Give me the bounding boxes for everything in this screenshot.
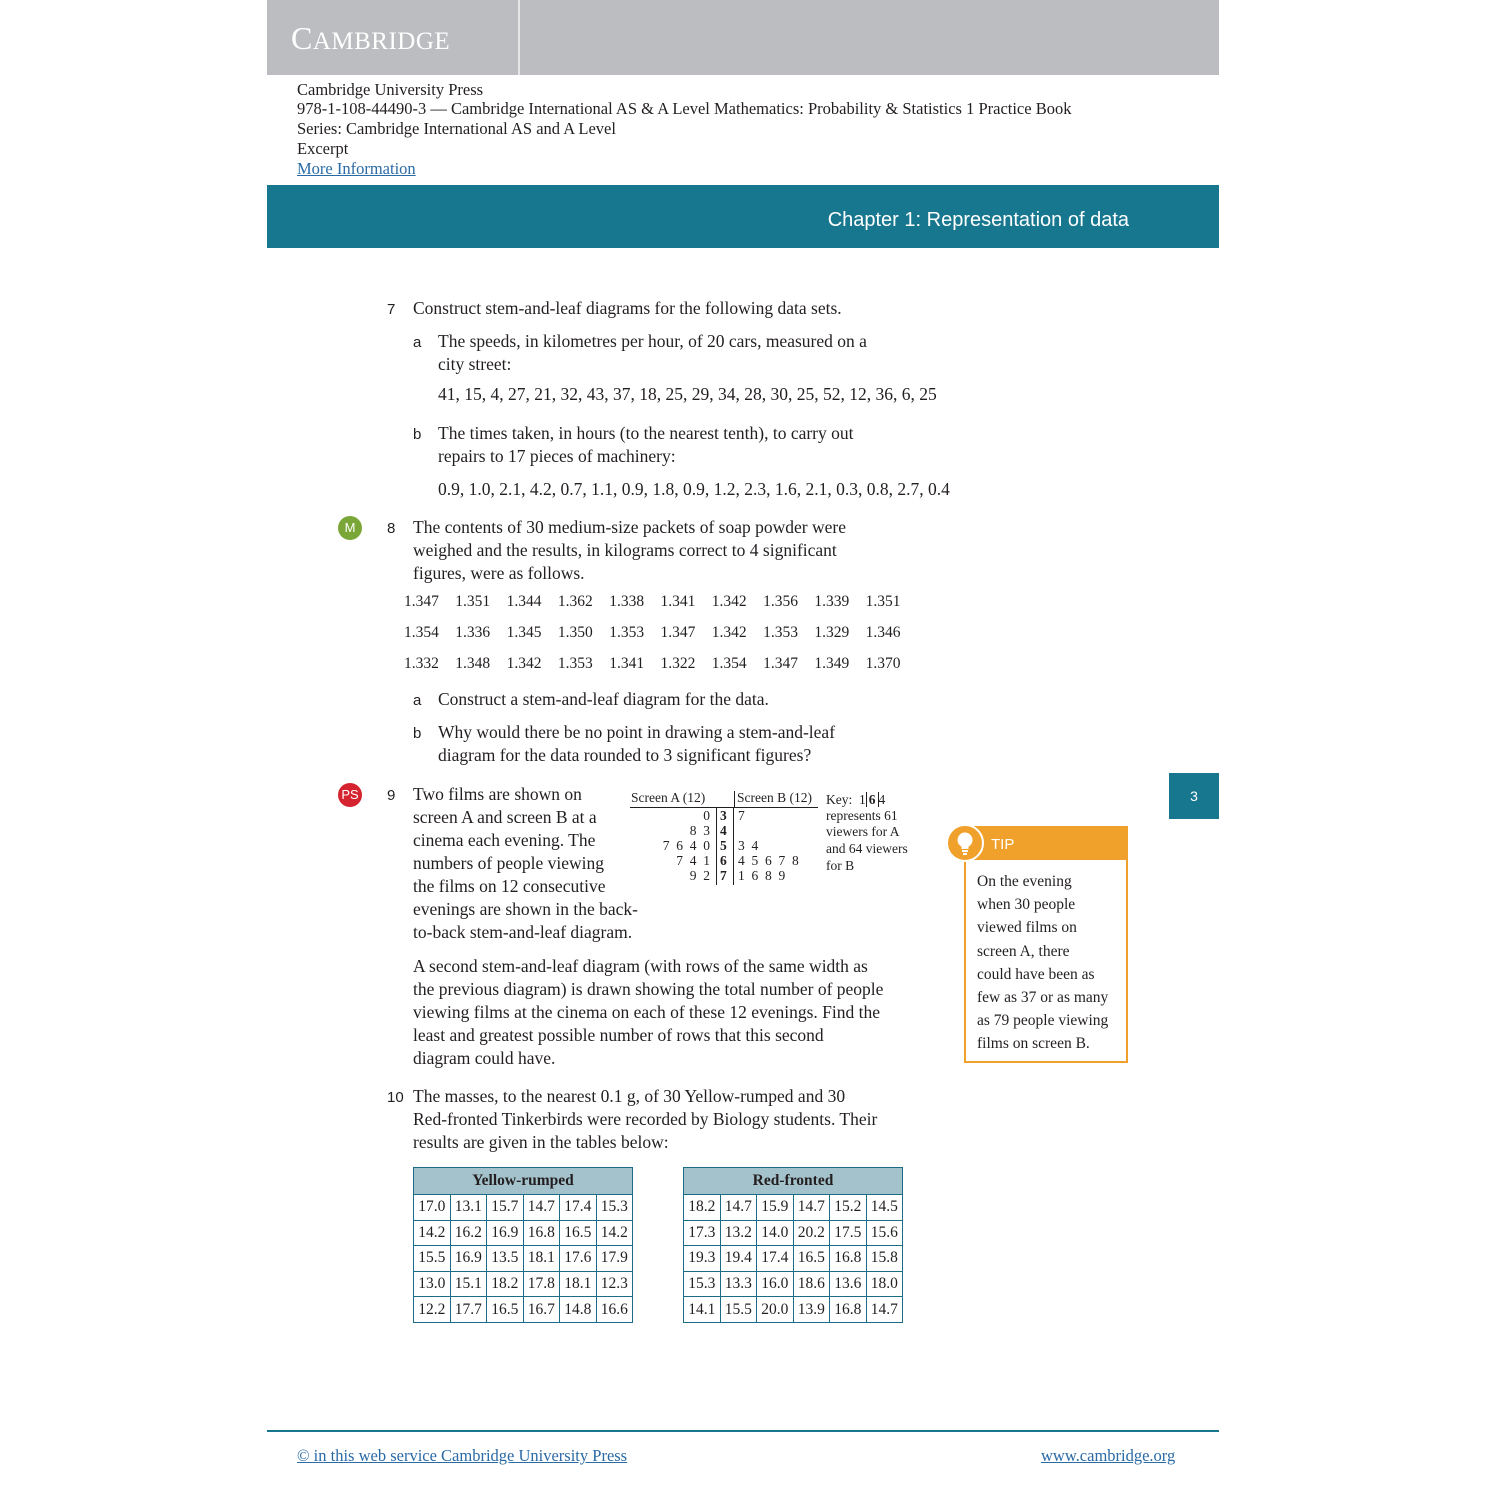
leaf-a: 7 6 4 0 bbox=[662, 838, 710, 853]
tip-box bbox=[964, 826, 1128, 1063]
table-row: 17.0 13.1 15.7 14.7 17.4 15.3 bbox=[414, 1195, 633, 1221]
stem: 6 bbox=[720, 853, 727, 868]
logo-cell bbox=[267, 0, 520, 75]
stem-line-right bbox=[733, 807, 734, 885]
q8-data-row: 1.347 1.351 1.344 1.362 1.338 1.341 1.342 1.356 1.339 1.351 bbox=[404, 593, 901, 610]
screen-b-header: Screen B (12) bbox=[737, 790, 812, 805]
q7b-line2: repairs to 17 pieces of machinery: bbox=[438, 446, 676, 466]
website-link[interactable]: www.cambridge.org bbox=[1041, 1446, 1176, 1465]
q9-line: numbers of people viewing bbox=[413, 853, 604, 873]
leaf-b: 1 6 8 9 bbox=[738, 868, 786, 883]
more-information-link[interactable]: More Information bbox=[297, 159, 416, 178]
modelling-badge: M bbox=[338, 516, 362, 540]
q7b-data: 0.9, 1.0, 2.1, 4.2, 0.7, 1.1, 0.9, 1.8, 0.9, 1.2, 2.3, 1.6, 2.1, 0.3, 0.8, 2.7, 0.4 bbox=[438, 479, 950, 499]
q7a-line2: city street: bbox=[438, 354, 512, 374]
q7a-label: a bbox=[413, 334, 422, 351]
q9-para-line: viewing films at the cinema on each of these 12 evenings. Find the bbox=[413, 1002, 881, 1022]
stem-line-left bbox=[716, 807, 717, 885]
q9-para-line: A second stem-and-leaf diagram (with rows of the same width as bbox=[413, 956, 868, 976]
yellow-rumped-table bbox=[413, 1167, 633, 1323]
q9-para-line: diagram could have. bbox=[413, 1048, 556, 1068]
stem: 7 bbox=[720, 868, 727, 883]
q9-number: 9 bbox=[387, 787, 396, 804]
table-row: 15.3 13.3 16.0 18.6 13.6 18.0 bbox=[684, 1271, 903, 1297]
q7b-line1: The times taken, in hours (to the nearest tenth), to carry out bbox=[438, 423, 854, 443]
isbn-title: 978-1-108-44490-3 — Cambridge International AS & A Level Mathematics: Probability & Statistics 1 Practice Book bbox=[297, 99, 1072, 118]
stem: 4 bbox=[720, 823, 727, 838]
q9-para-line: least and greatest possible number of rows that this second bbox=[413, 1025, 824, 1045]
key-line: represents 61 bbox=[826, 808, 898, 823]
table-row: 18.2 14.7 15.9 14.7 15.2 14.5 bbox=[684, 1195, 903, 1221]
q10-line: Red-fronted Tinkerbirds were recorded by Biology students. Their bbox=[413, 1109, 878, 1129]
q9-line: the films on 12 consecutive bbox=[413, 876, 606, 896]
stem: 3 bbox=[720, 808, 727, 823]
q8b-line1: Why would there be no point in drawing a stem-and-leaf bbox=[438, 722, 836, 742]
header-divider bbox=[734, 791, 735, 808]
copyright-link[interactable]: © in this web service Cambridge University Press bbox=[297, 1446, 628, 1465]
tip-label: TIP bbox=[991, 836, 1015, 853]
q7b-label: b bbox=[413, 426, 422, 443]
footer-rule bbox=[267, 1430, 1219, 1432]
q8b-label: b bbox=[413, 725, 422, 742]
q10-number: 10 bbox=[387, 1089, 404, 1106]
table-row: 14.2 16.2 16.9 16.8 16.5 14.2 bbox=[414, 1220, 633, 1246]
q10-line: The masses, to the nearest 0.1 g, of 30 Yellow-rumped and 30 bbox=[413, 1086, 846, 1106]
leaf-a: 7 4 1 bbox=[676, 853, 710, 868]
q8a-text: Construct a stem-and-leaf diagram for the data. bbox=[438, 689, 769, 709]
chapter-title: Chapter 1: Representation of data bbox=[827, 209, 1129, 231]
q7a-line1: The speeds, in kilometres per hour, of 20 cars, measured on a bbox=[438, 331, 867, 351]
q8a-label: a bbox=[413, 692, 422, 709]
q10-line: results are given in the tables below: bbox=[413, 1132, 669, 1152]
table-title: Red-fronted bbox=[684, 1168, 903, 1195]
leaf-a: 8 3 bbox=[689, 823, 710, 838]
table-title: Yellow-rumped bbox=[414, 1168, 633, 1195]
q8-line1: The contents of 30 medium-size packets of soap powder were bbox=[413, 517, 846, 537]
q8-data-row: 1.332 1.348 1.342 1.353 1.341 1.322 1.354 1.347 1.349 1.370 bbox=[404, 655, 901, 672]
red-fronted-table bbox=[683, 1167, 903, 1323]
q8-data-row: 1.354 1.336 1.345 1.350 1.353 1.347 1.342 1.353 1.329 1.346 bbox=[404, 624, 901, 641]
lightbulb-icon bbox=[946, 824, 984, 862]
tip-header bbox=[966, 828, 1126, 860]
table-row: 14.1 15.5 20.0 13.9 16.8 14.7 bbox=[684, 1297, 903, 1323]
q8-line2: weighed and the results, in kilograms correct to 4 significant bbox=[413, 540, 837, 560]
diagram-key: Key: 1 6 4 bbox=[826, 792, 886, 807]
leaf-b: 4 5 6 7 8 bbox=[738, 853, 799, 868]
publisher-name: Cambridge University Press bbox=[297, 80, 484, 99]
cambridge-logo[interactable]: CAMBRIDGE bbox=[291, 20, 451, 56]
q7-text: Construct stem-and-leaf diagrams for the following data sets. bbox=[413, 298, 842, 318]
leaf-a: 0 bbox=[703, 808, 710, 823]
table-row: 15.5 16.9 13.5 18.1 17.6 17.9 bbox=[414, 1246, 633, 1272]
q9-line: cinema each evening. The bbox=[413, 830, 596, 850]
q9-line: evenings are shown in the back- bbox=[413, 899, 638, 919]
q8-number: 8 bbox=[387, 520, 396, 537]
chapter-band bbox=[267, 185, 1219, 248]
q7-number: 7 bbox=[387, 301, 396, 318]
q9-line: Two films are shown on bbox=[413, 784, 582, 804]
page-number: 3 bbox=[1169, 773, 1219, 819]
key-line: viewers for A bbox=[826, 824, 900, 839]
q9-para-line: the previous diagram) is drawn showing the total number of people bbox=[413, 979, 884, 999]
problem-solving-badge: PS bbox=[338, 783, 362, 807]
leaf-b: 3 4 bbox=[738, 838, 759, 853]
q9-line: to-back stem-and-leaf diagram. bbox=[413, 922, 633, 942]
publisher-banner bbox=[267, 0, 1219, 75]
q9-line: screen A and screen B at a bbox=[413, 807, 597, 827]
leaf-a: 9 2 bbox=[689, 868, 710, 883]
excerpt-label: Excerpt bbox=[297, 139, 349, 158]
stem-and-leaf-diagram bbox=[630, 790, 930, 890]
q7a-data: 41, 15, 4, 27, 21, 32, 43, 37, 18, 25, 29, 34, 28, 30, 25, 52, 12, 36, 6, 25 bbox=[438, 384, 937, 404]
tip-text: On the evening when 30 people viewed films on screen A, there could have been as few as 37 or as many as 79 people viewing films on screen B. bbox=[977, 873, 1109, 1053]
stem: 5 bbox=[720, 838, 727, 853]
table-row: 17.3 13.2 14.0 20.2 17.5 15.6 bbox=[684, 1220, 903, 1246]
key-line: for B bbox=[826, 858, 855, 873]
series: Series: Cambridge International AS and A Level bbox=[297, 119, 616, 138]
table-row: 19.3 19.4 17.4 16.5 16.8 15.8 bbox=[684, 1246, 903, 1272]
leaf-b: 7 bbox=[738, 808, 745, 823]
screen-a-header: Screen A (12) bbox=[631, 790, 706, 805]
table-row: 12.2 17.7 16.5 16.7 14.8 16.6 bbox=[414, 1297, 633, 1323]
key-line: and 64 viewers bbox=[826, 841, 908, 856]
table-row: 13.0 15.1 18.2 17.8 18.1 12.3 bbox=[414, 1271, 633, 1297]
q8b-line2: diagram for the data rounded to 3 significant figures? bbox=[438, 745, 812, 765]
q8-line3: figures, were as follows. bbox=[413, 563, 585, 583]
